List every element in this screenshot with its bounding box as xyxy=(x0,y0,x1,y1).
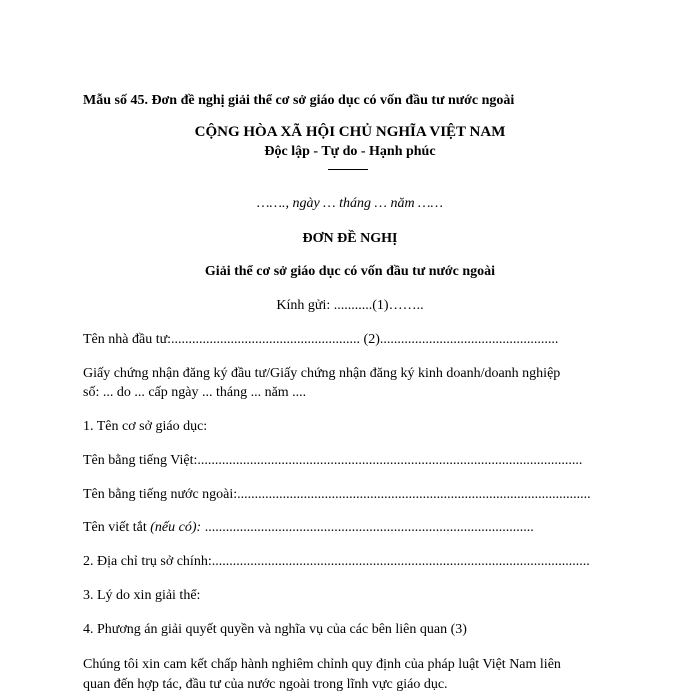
recipient-line: Kính gửi: ...........(1)…….. xyxy=(276,298,424,313)
section-1-heading: 1. Tên cơ sở giáo dục: xyxy=(83,419,208,434)
certificate-line-2: số: ... do ... cấp ngày ... tháng ... năm .... xyxy=(83,385,307,400)
abbreviation-field xyxy=(83,519,603,537)
name-foreign-field: Tên bằng tiếng nước ngoài:..................................................................................................... xyxy=(83,487,591,502)
date-line: ……., ngày … tháng … năm …… xyxy=(257,196,443,211)
country-header: CỘNG HÒA XÃ HỘI CHỦ NGHĨA VIỆT NAM xyxy=(194,124,506,140)
section-2-address: 2. Địa chỉ trụ sở chính:............................................................................................................ xyxy=(83,554,590,569)
name-vietnamese-field: Tên bằng tiếng Việt:.............................................................................................................. xyxy=(83,453,583,468)
header-separator xyxy=(328,169,368,170)
abbreviation-dots: .............................................................................................. xyxy=(201,520,534,535)
section-3-reason: 3. Lý do xin giải thể: xyxy=(83,588,201,603)
abbreviation-optional-note: (nếu có): xyxy=(150,520,202,535)
document-subtitle: Giải thể cơ sở giáo dục có vốn đầu tư nước ngoài xyxy=(204,264,496,279)
certificate-line-1: Giấy chứng nhận đăng ký đầu tư/Giấy chứng nhận đăng ký kinh doanh/doanh nghiệp xyxy=(83,366,561,381)
form-title: Mẫu số 45. Đơn đề nghị giải thể cơ sở giáo dục có vốn đầu tư nước ngoài xyxy=(83,93,515,108)
commitment-line-1: Chúng tôi xin cam kết chấp hành nghiêm chỉnh quy định của pháp luật Việt Nam liên xyxy=(83,657,561,672)
investor-field: Tên nhà đầu tư:...................................................... (2)................................................... xyxy=(83,332,559,347)
document-title: ĐƠN ĐỀ NGHỊ xyxy=(302,231,398,246)
abbreviation-label: Tên viết tắt xyxy=(83,520,151,535)
section-4-plan: 4. Phương án giải quyết quyền và nghĩa vụ của các bên liên quan (3) xyxy=(83,622,467,637)
motto: Độc lập - Tự do - Hạnh phúc xyxy=(264,144,436,159)
commitment-line-2: quan đến hợp tác, đầu tư của nước ngoài trong lĩnh vực giáo dục. xyxy=(83,677,448,692)
